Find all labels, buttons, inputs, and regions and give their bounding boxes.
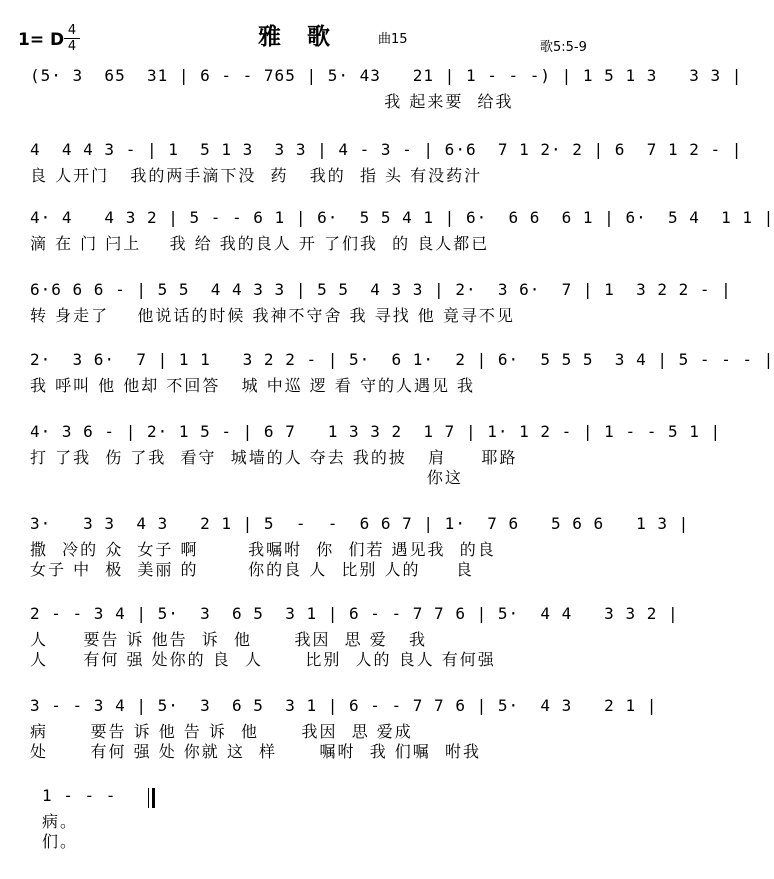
scripture-reference: 歌5:5-9 (540, 40, 587, 55)
lyric-line: 滴 在 门 闩上 我 给 我的良人 开 了们我 的 良人都已 (30, 234, 490, 253)
lyric-line: 转 身走了 他说话的时候 我神不守舍 我 寻找 他 竟寻不见 (30, 306, 515, 325)
lyric-line: 撒 冷的 众 女子 啊 我嘱咐 你 们若 遇见我 的良 (30, 540, 496, 559)
score-row-2 (30, 140, 743, 186)
lyric-line: 病。 (42, 812, 79, 831)
final-barline (148, 788, 155, 808)
lyric-line: 们。 (42, 832, 79, 851)
notation-line: 2 - - 3 4 | 5· 3 6 5 3 1 | 6 - - 7 7 6 | 5· 4 4 3 3 2 | (30, 604, 679, 623)
song-title: 雅歌 (258, 23, 356, 50)
score-row-5 (30, 350, 774, 396)
lyric-line: 女子 中 极 美丽 的 你的良 人 比别 人的 良 (30, 560, 474, 579)
score-row-3 (30, 208, 774, 254)
lyric-line: 人 要告 诉 他告 诉 他 我因 思 爱 我 (30, 630, 427, 649)
lyric-line: 我 呼叫 他 他却 不回答 城 中巡 逻 看 守的人遇见 我 (30, 376, 476, 395)
notation-line: 6·6 6 6 - | 5 5 4 4 3 3 | 5 5 4 3 3 | 2· 3 6· 7 | 1 3 2 2 - | (30, 280, 732, 299)
lyric-line: 处 有何 强 处 你就 这 样 嘱咐 我 们嘱 咐我 (30, 742, 481, 761)
score-row-6 (30, 422, 722, 488)
notation-line: 2· 3 6· 7 | 1 1 3 2 2 - | 5· 6 1· 2 | 6· 5 5 5 3 4 | 5 - - - | (30, 350, 774, 369)
notation-line: 3 - - 3 4 | 5· 3 6 5 3 1 | 6 - - 7 7 6 | 5· 4 3 2 1 | (30, 696, 658, 715)
key-signature: 1= D (18, 30, 65, 50)
time-bottom: 4 (67, 39, 77, 54)
notation-line: 3· 3 3 4 3 2 1 | 5 - - 6 6 7 | 1· 7 6 5 6 6 1 3 | (30, 514, 690, 533)
score-row-8 (30, 604, 679, 670)
lyric-line: 人 有何 强 处你的 良 人 比别 人的 良人 有何强 (30, 650, 496, 669)
time-top: 4 (67, 23, 77, 38)
lyric-line: 你这 (30, 468, 463, 487)
lyric-line: 病 要告 诉 他 告 诉 他 我因 思 爱成 (30, 722, 413, 741)
notation-line: 4 4 4 3 - | 1 5 1 3 3 3 | 4 - 3 - | 6·6 7 1 2· 2 | 6 7 1 2 - | (30, 140, 743, 159)
lyric-line: 良 人开门 我的两手滴下没 药 我的 指 头 有没药汁 (30, 166, 483, 185)
notation-line: 1 - - - (42, 786, 117, 805)
score-row-7 (30, 514, 690, 580)
score-row-1 (30, 66, 743, 112)
score-row-4 (30, 280, 732, 326)
score-row-10 (42, 786, 242, 852)
time-signature (64, 24, 80, 53)
song-number: 曲15 (378, 32, 408, 47)
lyric-line: 我 起来要 给我 (30, 92, 514, 111)
lyric-line: 打 了我 伤 了我 看守 城墙的人 夺去 我的披 肩 耶路 (30, 448, 518, 467)
notation-line: (5· 3 65 31 | 6 - - 765 | 5· 43 21 | 1 - - -) | 1 5 1 3 3 3 | (30, 66, 743, 85)
notation-line: 4· 3 6 - | 2· 1 5 - | 6 7 1 3 3 2 1 7 | 1· 1 2 - | 1 - - 5 1 | (30, 422, 722, 441)
score-row-9 (30, 696, 658, 762)
notation-line: 4· 4 4 3 2 | 5 - - 6 1 | 6· 5 5 4 1 | 6· 6 6 6 1 | 6· 5 4 1 1 | (30, 208, 774, 227)
